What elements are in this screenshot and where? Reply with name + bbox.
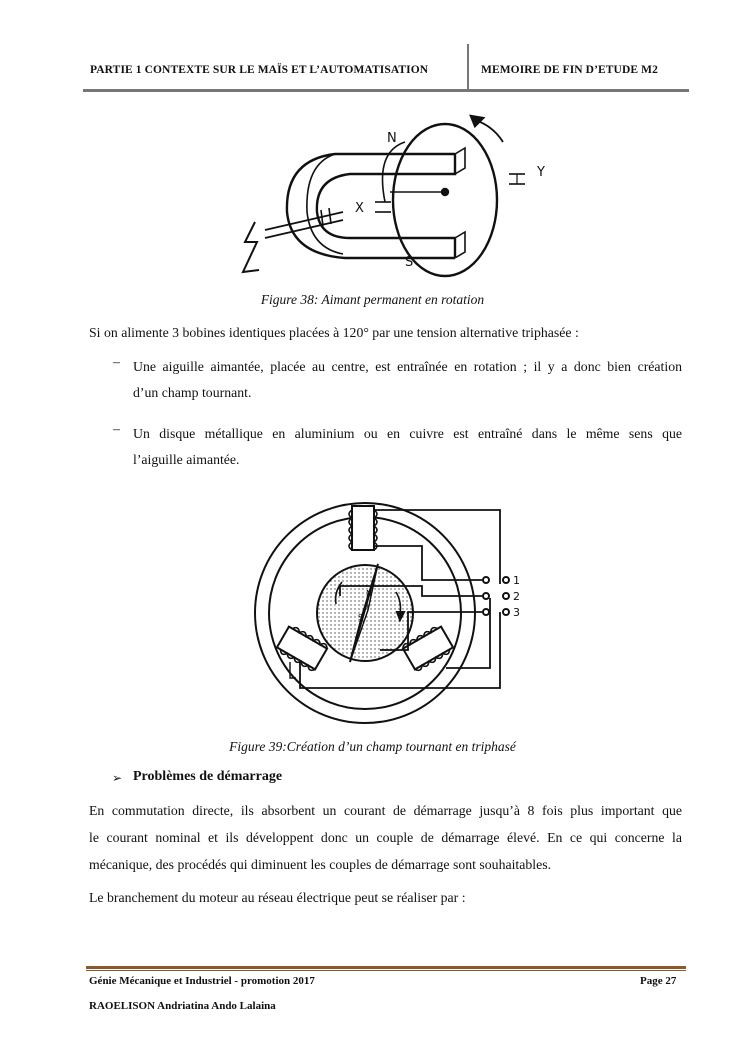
terminal-1 bbox=[483, 577, 489, 583]
needle-label-n: N bbox=[366, 589, 372, 598]
label-n: N bbox=[387, 131, 397, 146]
terminal-3 bbox=[483, 609, 489, 615]
needle-label-plus: + bbox=[364, 601, 371, 610]
header-rule bbox=[83, 89, 689, 92]
figure-38-rotating-magnet bbox=[225, 112, 585, 282]
footer-left-text: Génie Mécanique et Industriel - promotion 2017 bbox=[89, 975, 315, 987]
top-coil bbox=[352, 506, 374, 550]
footer-author: RAOELISON Andriatina Ando Lalaina bbox=[89, 1000, 276, 1012]
bullet-1-marker: – bbox=[113, 354, 120, 369]
figure-39-caption: Figure 39:Création d’un champ tournant en triphasé bbox=[229, 739, 516, 754]
paragraph-line-1: En commutation directe, ils absorbent un courant de démarrage jusqu’à 8 fois plus important que bbox=[89, 803, 682, 818]
section-title: Problèmes de démarrage bbox=[133, 769, 283, 784]
header-right-title: MEMOIRE DE FIN D’ETUDE M2 bbox=[481, 64, 658, 76]
section-arrow-marker: ➢ bbox=[112, 771, 123, 785]
intro-paragraph: Si on alimente 3 bobines identiques placées à 120° par une tension alternative triphasée : bbox=[89, 325, 579, 340]
rotating-disc bbox=[393, 124, 497, 276]
bullet-2-line-2: l’aiguille aimantée. bbox=[133, 452, 240, 467]
header-vertical-divider bbox=[467, 44, 469, 90]
label-y: Y bbox=[537, 165, 545, 180]
terminal-2 bbox=[483, 593, 489, 599]
paragraph-line-3: mécanique, des procédés qui diminuent les couples de démarrage sont souhaitables. bbox=[89, 857, 552, 872]
figure-38-caption: Figure 38: Aimant permanent en rotation bbox=[260, 292, 485, 307]
footer-rule-thick bbox=[86, 966, 686, 969]
bullet-1-line-1: Une aiguille aimantée, placée au centre, est entraînée en rotation ; il y a donc bien création bbox=[133, 359, 682, 374]
label-x: X bbox=[355, 201, 364, 216]
paragraph-line-2: le courant nominal et ils développent donc un couple de démarrage élevé. En ce qui concerne la bbox=[89, 830, 682, 845]
terminal-label-2: 2 bbox=[513, 590, 520, 603]
closing-paragraph: Le branchement du moteur au réseau électrique peut se réaliser par : bbox=[89, 890, 466, 905]
terminal-label-1: 1 bbox=[513, 574, 520, 587]
terminal-label-3: 3 bbox=[513, 606, 520, 619]
label-s: S bbox=[405, 255, 414, 270]
bullet-1-line-2: d’un champ tournant. bbox=[133, 385, 252, 400]
needle-label-s: S bbox=[358, 613, 364, 622]
header-left-title: PARTIE 1 CONTEXTE SUR LE MAÏS ET L’AUTOMATISATION bbox=[90, 64, 429, 76]
bullet-2-line-1: Un disque métallique en aluminium ou en cuivre est entraîné dans le même sens que bbox=[133, 426, 682, 441]
figure-39-three-phase-field bbox=[250, 488, 540, 728]
u-magnet bbox=[287, 154, 455, 258]
bullet-2-marker: – bbox=[113, 421, 120, 436]
footer-rule-thin bbox=[86, 970, 686, 971]
footer-page-number: Page 27 bbox=[640, 975, 677, 987]
